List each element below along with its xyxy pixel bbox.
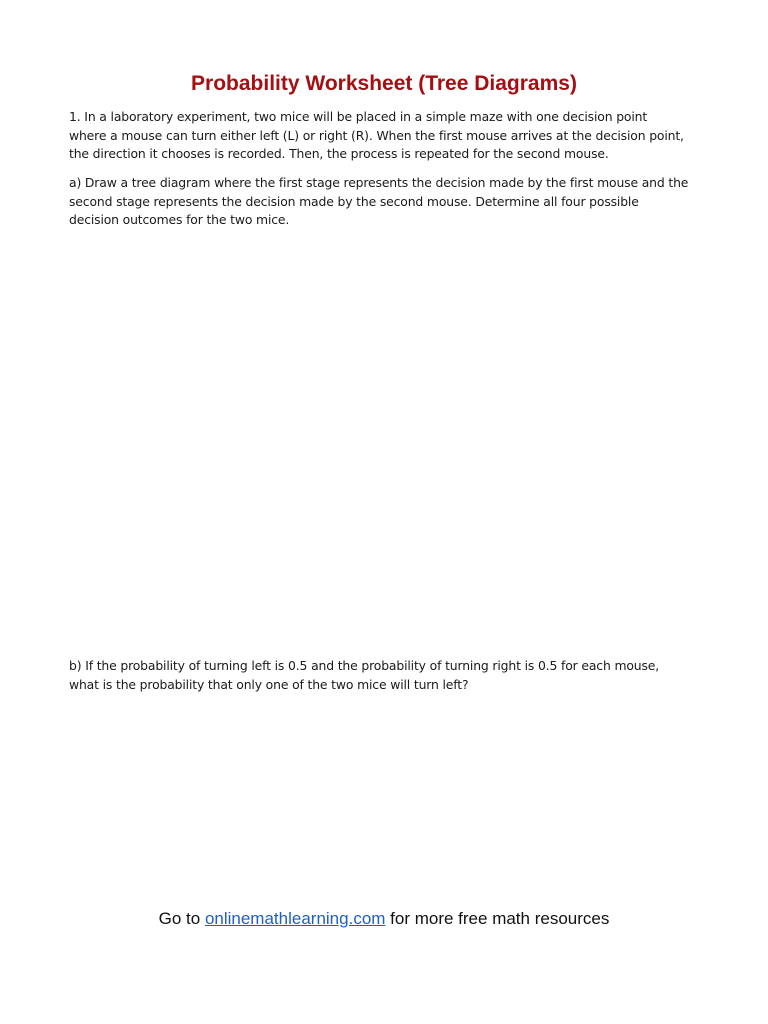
part-a-line: a) Draw a tree diagram where the first stage represents the decision made by the first mouse and the bbox=[69, 175, 689, 190]
part-b-line: what is the probability that only one of the two mice will turn left? bbox=[69, 676, 469, 692]
question-1-line: 1. In a laboratory experiment, two mice will be placed in a simple maze with one decision point bbox=[69, 109, 648, 124]
footer-suffix: for more free math resources bbox=[385, 909, 610, 928]
page-title: Probability Worksheet (Tree Diagrams) bbox=[191, 72, 577, 95]
footer-prefix: Go to bbox=[158, 909, 205, 928]
part-a-line: decision outcomes for the two mice. bbox=[69, 212, 290, 228]
question-1-line: where a mouse can turn either left (L) or right (R). When the first mouse arrives at the decision point, bbox=[69, 127, 684, 143]
question-1-text bbox=[69, 108, 719, 164]
question-1-line: the direction it chooses is recorded. Then, the process is repeated for the second mouse. bbox=[69, 146, 609, 162]
part-a-line: second stage represents the decision made by the second mouse. Determine all four possible bbox=[69, 193, 639, 209]
footer-note bbox=[0, 909, 768, 929]
footer-link[interactable]: onlinemathlearning.com bbox=[204, 909, 386, 928]
part-b-line: b) If the probability of turning left is 0.5 and the probability of turning right is 0.5 for each mouse, bbox=[69, 658, 660, 673]
part-a-text bbox=[69, 174, 719, 230]
part-b-text bbox=[69, 657, 719, 694]
